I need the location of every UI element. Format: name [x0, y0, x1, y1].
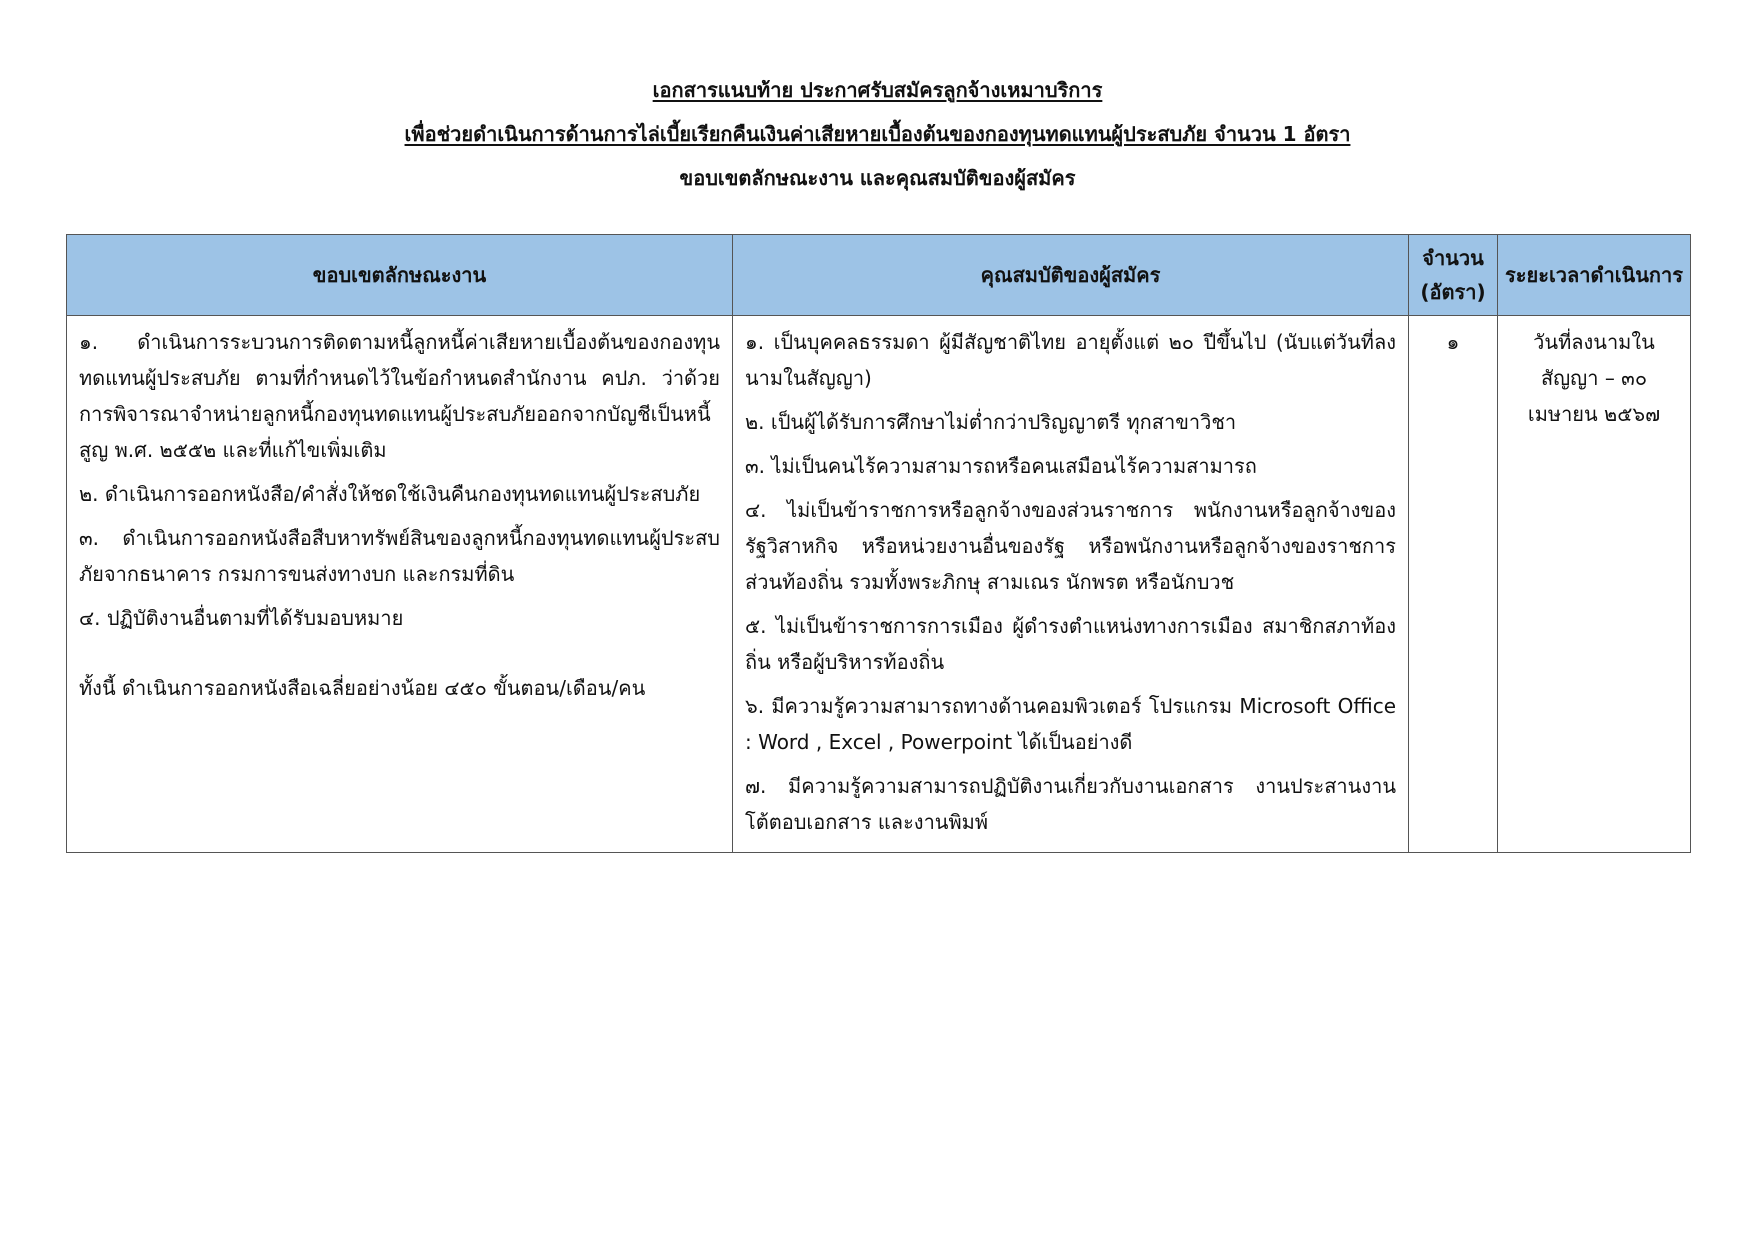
- scope-item-1: ๑. ดำเนินการระบวนการติดตามหนี้ลูกหนี้ค่าเสียหายเบื้องต้นของกองทุนทดแทนผู้ประสบภัย ตามที่กำหนดไว้ในข้อกำหนดสำนักงาน คปภ. ว่าด้วยการพิจารณาจำหน่ายลูกหนี้กองทุนทดแทนผู้ประสบภัยออกจากบัญชีเป็นหนี้สูญ พ.ศ. ๒๕๕๒ และที่แก้ไขเพิ่มเติม: [79, 330, 720, 462]
- header-scope: ขอบเขตลักษณะงาน: [67, 235, 733, 316]
- header-period: ระยะเวลาดำเนินการ: [1498, 235, 1691, 316]
- document-subtitle: เพื่อช่วยดำเนินการด้านการไล่เบี้ยเรียกคืนเงินค่าเสียหายเบื้องต้นของกองทุนทดแทนผู้ประสบภัย จำนวน 1 อัตรา: [404, 122, 1351, 146]
- scope-summary: ทั้งนี้ ดำเนินการออกหนังสือเฉลี่ยอย่างน้อย ๔๕๐ ขั้นตอน/เดือน/คน: [79, 676, 646, 700]
- section-title: ขอบเขตลักษณะงาน และคุณสมบัติของผู้สมัคร: [679, 166, 1076, 190]
- count-cell: ๑: [1409, 316, 1498, 853]
- scope-item-2: ๒. ดำเนินการออกหนังสือ/คำสั่งให้ชดใช้เงินคืนกองทุนทดแทนผู้ประสบภัย: [79, 482, 701, 506]
- table-row: [67, 316, 1691, 853]
- qualification-item-2: ๒. เป็นผู้ได้รับการศึกษาไม่ต่ำกว่าปริญญาตรี ทุกสาขาวิชา: [745, 410, 1237, 434]
- qualification-item-3: ๓. ไม่เป็นคนไร้ความสามารถหรือคนเสมือนไร้ความสามารถ: [745, 454, 1257, 478]
- job-spec-table: [66, 234, 1691, 853]
- header-count: จำนวน (อัตรา): [1409, 235, 1498, 316]
- document-heading: [0, 78, 1755, 210]
- qualification-item-1: ๑. เป็นบุคคลธรรมดา ผู้มีสัญชาติไทย อายุตั้งแต่ ๒๐ ปีขึ้นไป (นับแต่วันที่ลงนามในสัญญา): [745, 330, 1396, 390]
- document-title: เอกสารแนบท้าย ประกาศรับสมัครลูกจ้างเหมาบริการ: [652, 78, 1103, 102]
- qualification-item-5: ๕. ไม่เป็นข้าราชการการเมือง ผู้ดำรงตำแหน่งทางการเมือง สมาชิกสภาท้องถิ่น หรือผู้บริหารท้องถิ่น: [745, 614, 1396, 674]
- period-cell: วันที่ลงนามในสัญญา – ๓๐ เมษายน ๒๕๖๗: [1498, 316, 1691, 853]
- scope-item-3: ๓. ดำเนินการออกหนังสือสืบหาทรัพย์สินของลูกหนี้กองทุนทดแทนผู้ประสบภัยจากธนาคาร กรมการขนส่งทางบก และกรมที่ดิน: [79, 526, 720, 586]
- header-qualifications: คุณสมบัติของผู้สมัคร: [733, 235, 1409, 316]
- qualification-item-6: ๖. มีความรู้ความสามารถทางด้านคอมพิวเตอร์ โปรแกรม Microsoft Office : Word , Excel , Powerpoint ได้เป็นอย่างดี: [745, 694, 1396, 754]
- table-header-row: [67, 235, 1691, 316]
- scope-item-4: ๔. ปฏิบัติงานอื่นตามที่ได้รับมอบหมาย: [79, 606, 404, 630]
- scope-cell: [67, 316, 733, 853]
- qualifications-cell: [733, 316, 1409, 853]
- qualification-item-7: ๗. มีความรู้ความสามารถปฏิบัติงานเกี่ยวกับงานเอกสาร งานประสานงาน โต้ตอบเอกสาร และงานพิมพ์: [745, 774, 1396, 834]
- qualification-item-4: ๔. ไม่เป็นข้าราชการหรือลูกจ้างของส่วนราชการ พนักงานหรือลูกจ้างของรัฐวิสาหกิจ หรือหน่วยงานอื่นของรัฐ หรือพนักงานหรือลูกจ้างของราชการส่วนท้องถิ่น รวมทั้งพระภิกษุ สามเณร นักพรต หรือนักบวช: [745, 498, 1396, 594]
